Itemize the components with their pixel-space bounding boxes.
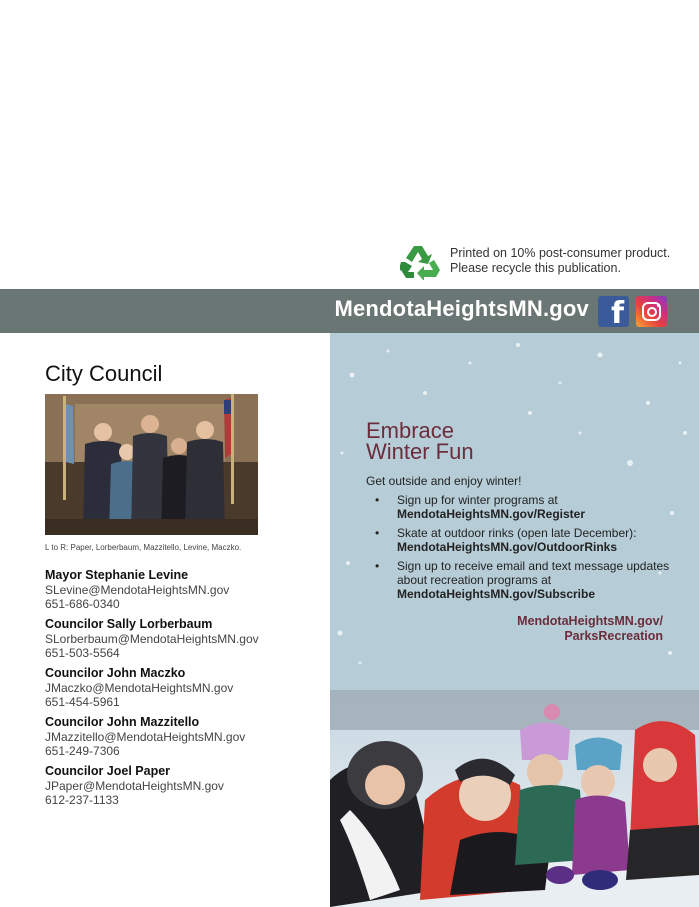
parks-link-line-2: ParksRecreation — [564, 629, 663, 643]
member-entry — [45, 568, 325, 611]
item-text: Sign up to receive email and text message updates about recreation programs at — [397, 559, 670, 587]
member-name: Councilor Joel Paper — [45, 764, 171, 778]
subscribe-link[interactable]: MendotaHeightsMN.gov/Subscribe — [397, 587, 596, 601]
member-email[interactable]: SLorberbaum@MendotaHeightsMN.gov — [45, 632, 259, 646]
member-phone: 651-249-7306 — [45, 744, 120, 758]
winter-heading-line-2: Winter Fun — [366, 439, 474, 464]
winter-heading-line-1: Embrace — [366, 418, 455, 443]
member-entry — [45, 666, 325, 709]
member-email[interactable]: JMaczko@MendotaHeightsMN.gov — [45, 681, 234, 695]
member-phone: 612-237-1133 — [45, 793, 119, 807]
outdoor-rinks-link[interactable]: MendotaHeightsMN.gov/OutdoorRinks — [397, 540, 617, 554]
winter-fun-panel — [330, 333, 699, 907]
member-name: Councilor John Mazzitello — [45, 715, 200, 729]
member-email[interactable]: JPaper@MendotaHeightsMN.gov — [45, 779, 224, 793]
recycle-line-1: Printed on 10% post-consumer product. — [450, 246, 671, 260]
member-email[interactable]: SLevine@MendotaHeightsMN.gov — [45, 583, 230, 597]
recycle-notice — [400, 242, 670, 280]
list-item — [366, 559, 696, 601]
list-item — [366, 526, 696, 554]
instagram-icon[interactable] — [636, 296, 667, 327]
website-url[interactable]: MendotaHeightsMN.gov — [334, 296, 589, 321]
winter-heading — [366, 420, 474, 462]
facebook-icon[interactable]: f — [598, 296, 629, 327]
member-entry — [45, 715, 325, 758]
kids-on-ice-photo — [330, 690, 699, 907]
list-item — [366, 493, 696, 521]
recycle-icon — [400, 242, 442, 280]
member-phone: 651-503-5564 — [45, 646, 120, 660]
parks-recreation-link[interactable] — [517, 614, 663, 644]
member-name: Councilor Sally Lorberbaum — [45, 617, 213, 631]
parks-link-line-1: MendotaHeightsMN.gov/ — [517, 614, 663, 628]
item-text: Sign up for winter programs at — [397, 493, 558, 507]
council-group-photo — [45, 394, 258, 535]
website-banner — [0, 289, 699, 333]
city-council-heading: City Council — [45, 361, 163, 386]
member-phone: 651-686-0340 — [45, 597, 120, 611]
member-entry — [45, 617, 325, 660]
photo-caption: L to R: Paper, Lorberbaum, Mazzitello, Levine, Maczko. — [45, 543, 242, 552]
recycle-line-2: Please recycle this publication. — [450, 261, 621, 275]
member-name: Mayor Stephanie Levine — [45, 568, 189, 582]
winter-intro: Get outside and enjoy winter! — [366, 474, 522, 488]
register-link[interactable]: MendotaHeightsMN.gov/Register — [397, 507, 586, 521]
member-phone: 651-454-5961 — [45, 695, 120, 709]
council-members-list — [45, 568, 325, 813]
member-name: Councilor John Maczko — [45, 666, 186, 680]
member-entry — [45, 764, 325, 807]
item-text: Skate at outdoor rinks (open late December): — [397, 526, 637, 540]
member-email[interactable]: JMazzitello@MendotaHeightsMN.gov — [45, 730, 246, 744]
winter-activity-list — [366, 493, 696, 606]
